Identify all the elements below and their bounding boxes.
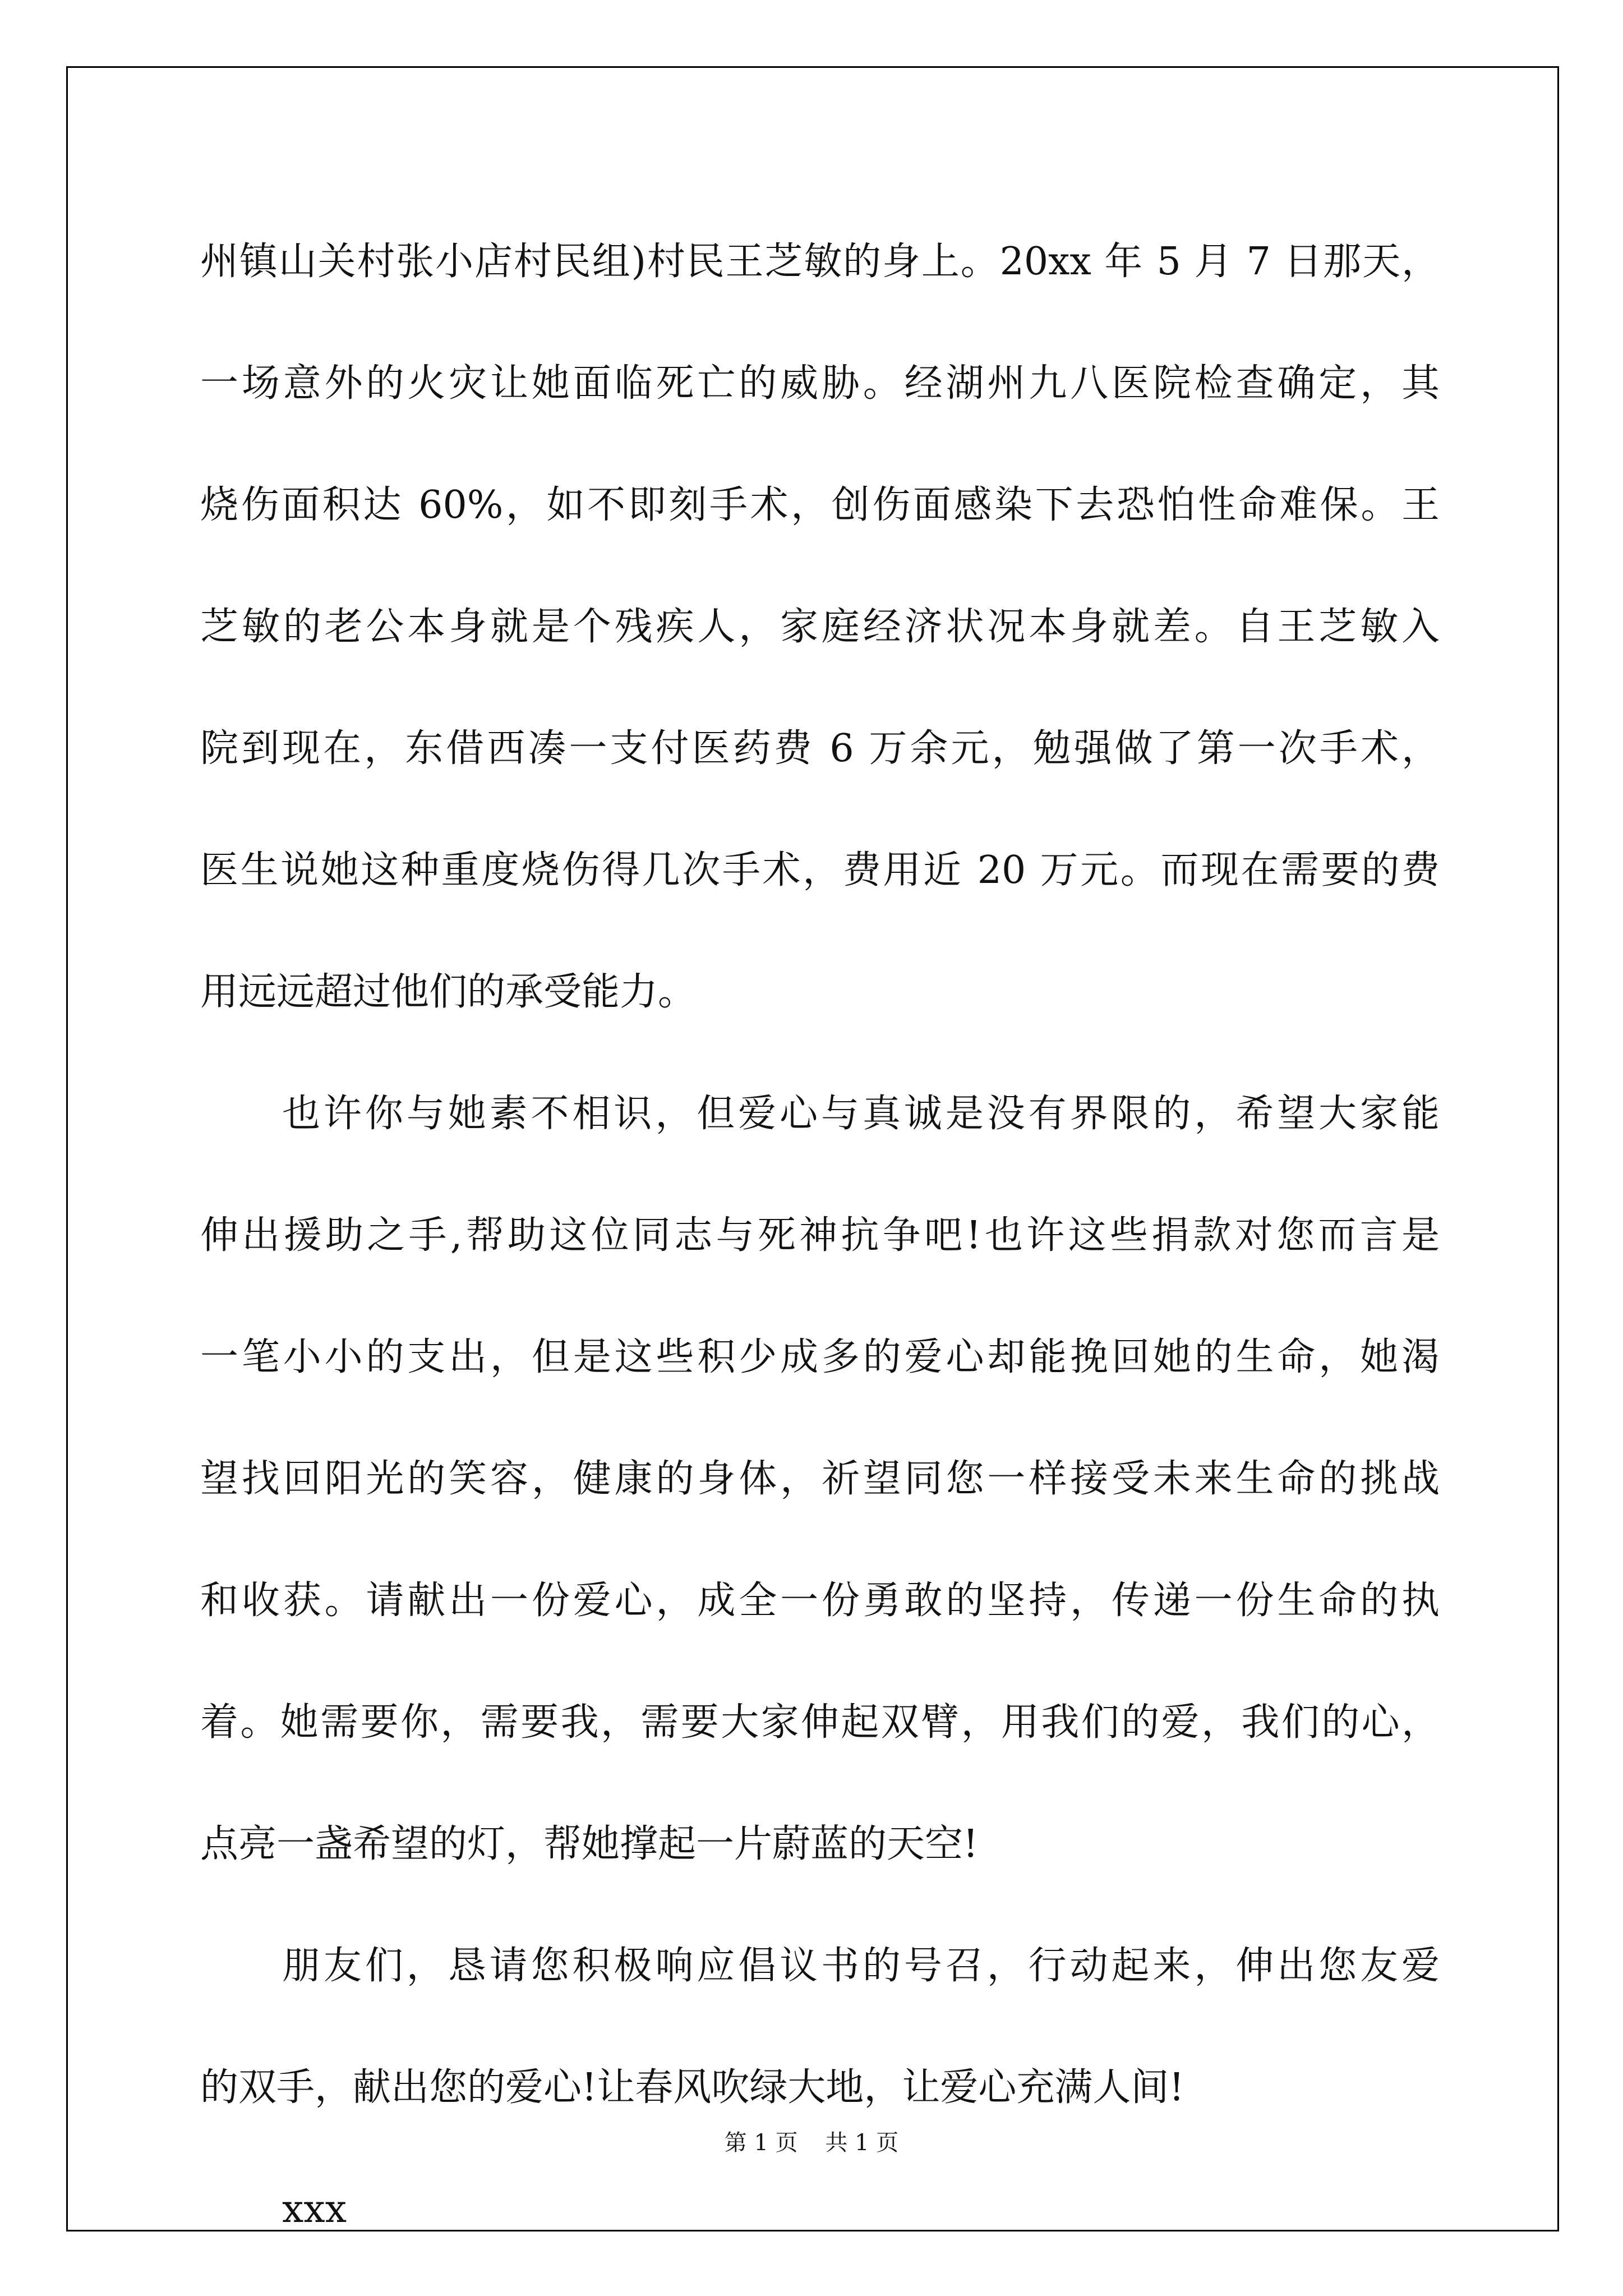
text-line: xxx (282, 2187, 347, 2231)
text-line: 医生说她这种重度烧伤得几次手术，费用近 20 万元。而现在需要的费 (200, 848, 1440, 892)
text-line: 伸出援助之手,帮助这位同志与死神抗争吧!也许这些捐款对您而言是 (200, 1213, 1440, 1258)
paragraph (200, 201, 1440, 1053)
text-line: 烧伤面积达 60%，如不即刻手术，创伤面感染下去恐怕性命难保。王 (200, 483, 1440, 527)
page-number: 第 1 页 (724, 2130, 798, 2156)
text-line: 院到现在，东借西凑一支付医药费 6 万余元，勉强做了第一次手术， (200, 726, 1440, 771)
text-line: 点亮一盏希望的灯，帮她撑起一片蔚蓝的天空! (200, 1822, 979, 1866)
paragraph (200, 2148, 1440, 2270)
text-line: 朋友们，恳请您积极响应倡议书的号召，行动起来，伸出您友爱 (282, 1944, 1440, 1988)
text-line: 的双手，献出您的爱心!让春风吹绿大地，让爱心充满人间! (200, 2065, 1184, 2110)
text-line: 着。她需要你，需要我，需要大家伸起双臂，用我们的爱，我们的心， (200, 1700, 1440, 1745)
page-footer (0, 2125, 1623, 2157)
document-body (200, 201, 1440, 2270)
page-total: 共 1 页 (825, 2130, 899, 2156)
text-line: 也许你与她素不相识，但爱心与真诚是没有界限的，希望大家能 (282, 1092, 1440, 1136)
text-line: 一场意外的火灾让她面临死亡的威胁。经湖州九八医院检查确定，其 (200, 361, 1440, 406)
text-line: 州镇山关村张小店村民组)村民王芝敏的身上。20xx 年 5 月 7 日那天， (200, 240, 1440, 284)
text-line: 芝敏的老公本身就是个残疾人，家庭经济状况本身就差。自王芝敏入 (200, 605, 1440, 649)
paragraph (200, 1905, 1440, 2148)
text-line: 一笔小小的支出，但是这些积少成多的爱心却能挽回她的生命，她渴 (200, 1335, 1440, 1379)
text-line: 用远远超过他们的承受能力。 (200, 970, 697, 1014)
text-line: 和收获。请献出一份爱心，成全一份勇敢的坚持，传递一份生命的执 (200, 1579, 1440, 1623)
text-line: 望找回阳光的笑容，健康的身体，祈望同您一样接受未来生命的挑战 (200, 1457, 1440, 1501)
paragraph (200, 1053, 1440, 1905)
